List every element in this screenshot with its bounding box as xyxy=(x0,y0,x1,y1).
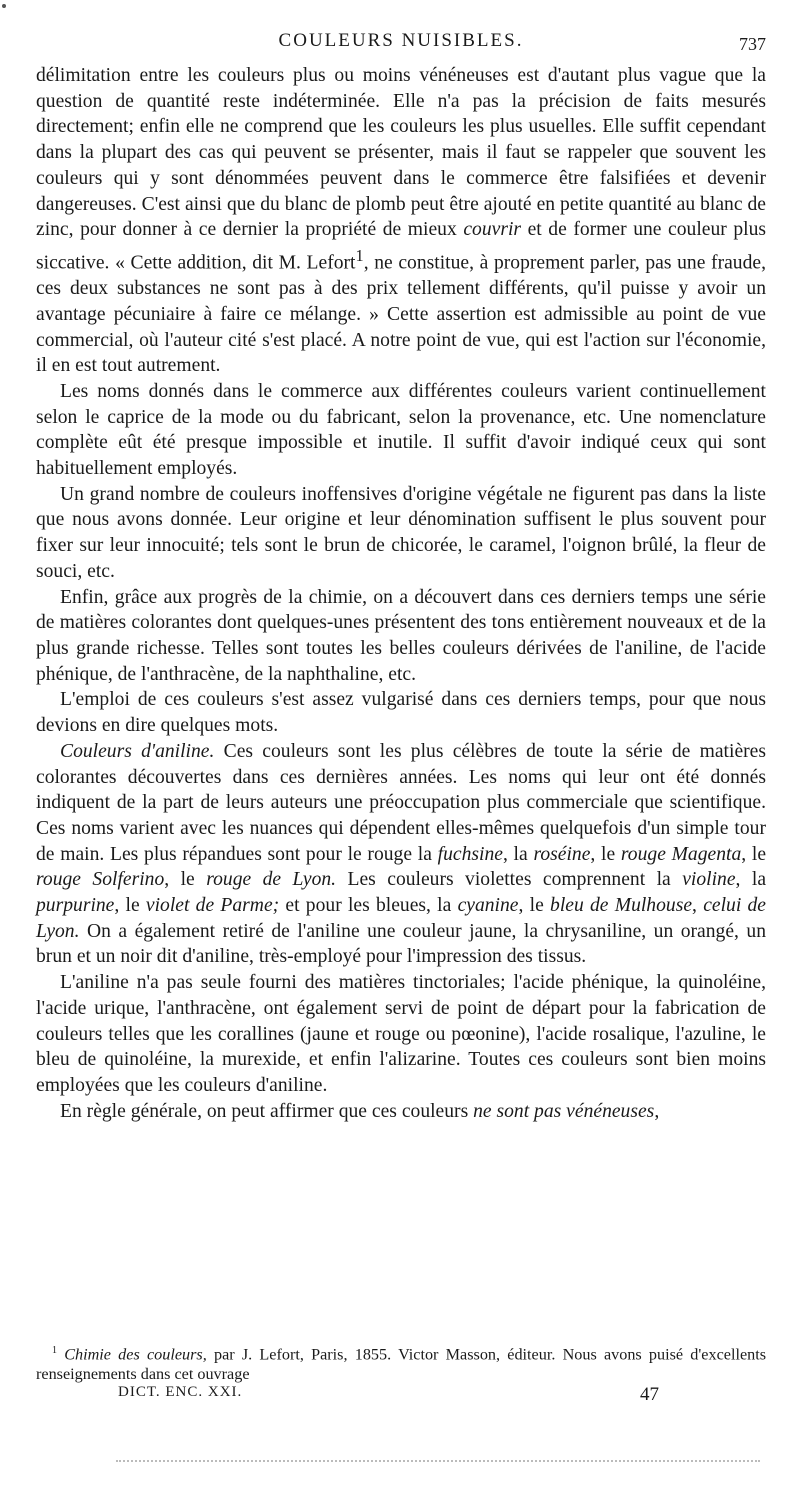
text-run: , la xyxy=(502,843,528,865)
scan-speck xyxy=(2,4,6,8)
italic-term: violine xyxy=(682,869,736,891)
section-heading: Couleurs d'aniline. xyxy=(60,740,215,762)
italic-term: bleu de Mulhouse xyxy=(550,895,693,917)
italic-term: purpurine xyxy=(36,895,115,917)
text-run: , le xyxy=(741,843,767,865)
text-run: On a également retiré de l'aniline une couleur jaune, la chrysaniline, un orangé, un brun et un noir dit d'aniline, très-employé pour l'impression des tissus. xyxy=(36,920,766,968)
text-run: et pour les bleues, la xyxy=(285,895,452,917)
footnote-title: Chimie des couleurs, xyxy=(64,1345,207,1364)
text-run: , ne constitue, à proprement parler, pas une fraude, ces deux substances ne sont pas à des prix tellement différents, qu'il puisse y avoir un avantage pécuniaire à faire ce mélange. » Cette assertion est admissible au point de vue commercial, où l'auteur cité s'est placé. A notre point de vue, qui est l'action sur l'économie, il en est tout autrement. xyxy=(36,252,766,377)
italic-term: rouge Magenta xyxy=(620,843,742,865)
italic-term: celui de Lyon. xyxy=(36,895,766,942)
body-text xyxy=(36,63,766,1124)
text-run: , le xyxy=(518,895,544,917)
text-run: L'emploi de ces couleurs s'est assez vulgarisé dans ces derniers temps, pour que nous devions en dire quelques mots. xyxy=(36,689,766,737)
text-run: Les noms donnés dans le commerce aux différentes couleurs varient continuellement selon le caprice de la mode ou du fabricant, selon la provenance, etc. Une nomenclature complète eût été presque impossible et inutile. Il suffit d'avoir indiqué ceux qui sont habituellement employés. xyxy=(36,380,766,480)
text-run: L'aniline n'a pas seule fourni des matières tinctoriales; l'acide phénique, la quinoléine, l'acide urique, l'anthracène, ont également servi de point de départ pour la fabrication de couleurs telles que les corallines (jaune et rouge ou pœonine), l'acide rosalique, l'azuline, le bleu de quinoléine, la murexide, et enfin l'alizarine. Toutes ces couleurs sont bien moins employées que les couleurs d'aniline. xyxy=(36,972,766,1096)
paragraph-vegetales xyxy=(36,482,766,585)
page-header xyxy=(36,30,766,56)
paragraph-noms xyxy=(36,379,766,482)
italic-term: rouge Solferino xyxy=(36,869,165,891)
text-run: , la xyxy=(735,869,767,891)
text-run: , xyxy=(692,895,697,917)
text-run: En règle générale, on peut affirmer que ces couleurs xyxy=(60,1100,469,1122)
paragraph-regle xyxy=(36,1099,766,1125)
text-run: et de former une couleur plus siccative. « Cette addition, dit M. Lefort xyxy=(36,219,767,274)
text-run: , le xyxy=(590,843,616,865)
text-run: , le xyxy=(164,869,195,891)
page-footer xyxy=(118,1384,678,1410)
sheet-number: 47 xyxy=(640,1384,659,1405)
footnote-ref: 1 xyxy=(355,245,364,265)
text-run: , xyxy=(654,1100,660,1122)
paragraph-autres xyxy=(36,970,766,1099)
italic-term: roséine xyxy=(533,843,591,865)
italic-term: violet de Parme; xyxy=(145,895,280,917)
text-run: Les couleurs violettes comprennent la xyxy=(347,869,671,891)
footnote xyxy=(36,1341,766,1384)
italic-term: ne sont pas vénéneuses xyxy=(473,1100,655,1122)
paragraph-chimie xyxy=(36,585,766,688)
footnote-text: par J. Lefort, Paris, 1855. Victor Masson, éditeur. Nous avons puisé d'excellents renseignements dans cet ouvrage xyxy=(36,1345,767,1384)
footnote-mark: 1 xyxy=(52,1345,57,1356)
text-run: Enfin, grâce aux progrès de la chimie, on a découvert dans ces derniers temps une série de matières colorantes dont quelques-unes présentent des tons entièrement nouveaux et de la plus grande richesse. Telles sont toutes les belles couleurs dérivées de l'aniline, de l'acide phénique, de l'anthracène, de la naphthaline, etc. xyxy=(36,586,766,685)
paragraph-continuation xyxy=(36,63,766,379)
text-run: , le xyxy=(114,895,140,917)
running-title: COULEURS NUISIBLES. xyxy=(278,30,524,51)
signature-mark: DICT. ENC. XXI. xyxy=(118,1384,243,1400)
italic-term: fuchsine xyxy=(437,843,503,865)
text-run: délimitation entre les couleurs plus ou moins vénéneuses est d'autant plus vague que la question de quantité reste indéterminée. Elle n'a pas la précision de faits mesurés directement; enfin elle ne comprend que les couleurs les plus usuelles. Elle suffit cependant dans la plupart des cas qui peuvent se présenter, mais il faut se rappeler que souvent les couleurs qui y sont dénommées peuvent dans le commerce être falsifiées et devenir dangereuses. C'est ainsi que du blanc de plomb peut être ajouté en petite quantité au blanc de zinc, pour donner à ce dernier la propriété de mieux xyxy=(36,65,766,241)
paragraph-aniline xyxy=(36,739,766,970)
text-run: Ces couleurs sont les plus célèbres de toute la série de matières colorantes découvertes dans ces dernières années. Les noms qui leur ont été donnés indiquent de la part de leurs auteurs une préoccupation plus commerciale que scientifique. Ces noms varient avec les nuances qui dépendent elles-mêmes quelquefois d'un simple tour de main. Les plus répandues sont pour le rouge la xyxy=(36,740,766,865)
italic-term: rouge de Lyon. xyxy=(206,869,337,891)
bleed-through-line xyxy=(116,1460,760,1464)
italic-term: cyanine xyxy=(457,895,519,917)
page-number: 737 xyxy=(739,34,766,54)
text-run: Un grand nombre de couleurs inoffensives d'origine végétale ne figurent pas dans la liste que nous avons donnée. Leur origine et leur dénomination suffisent le plus souvent pour fixer sur leur innocuité; tels sont le brun de chicorée, le caramel, l'oignon brûlé, la fleur de souci, etc. xyxy=(36,483,766,582)
paragraph-emploi xyxy=(36,687,766,738)
italic-term: couvrir xyxy=(463,219,522,241)
